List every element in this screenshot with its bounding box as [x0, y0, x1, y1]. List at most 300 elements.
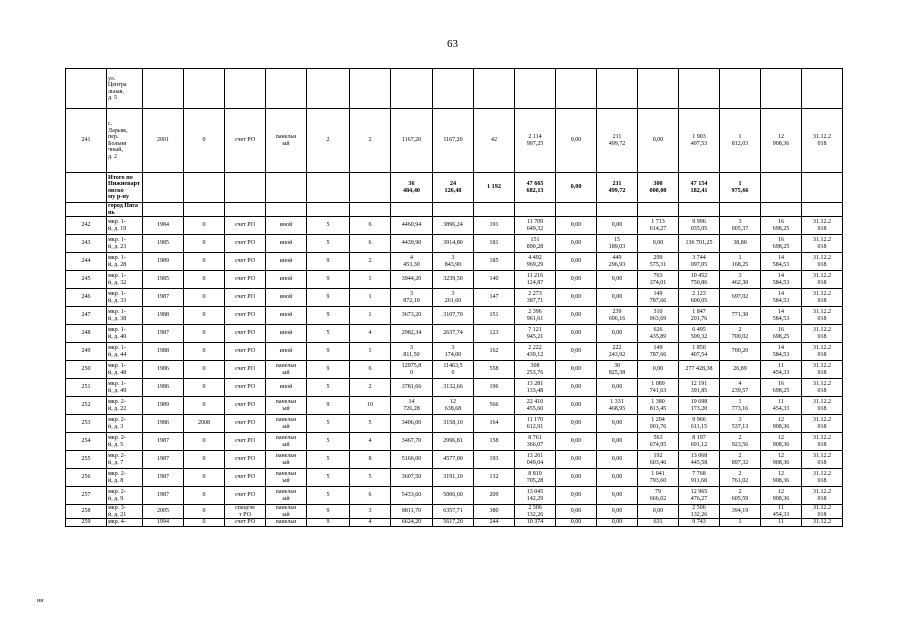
- table-row: [66, 469, 843, 487]
- table-cell: 0,00: [556, 397, 597, 415]
- table-row: [66, 415, 843, 433]
- table-cell: [184, 69, 225, 109]
- table-cell: 164: [474, 415, 515, 433]
- table-cell: 47 665 682,13: [515, 173, 556, 203]
- table-cell: 31.12.2 018: [802, 505, 843, 519]
- table-cell: 259: [66, 519, 107, 527]
- table-cell: 5: [307, 469, 350, 487]
- table-cell: 9 966 611,15: [679, 415, 720, 433]
- table-cell: [307, 69, 350, 109]
- table-cell: 0,00: [556, 487, 597, 505]
- table-cell: [556, 69, 597, 109]
- table-cell: 5: [307, 379, 350, 397]
- table-cell: 181: [474, 235, 515, 253]
- table-row: [66, 325, 843, 343]
- table-cell: 3 843,90: [433, 253, 474, 271]
- table-cell: 5: [307, 415, 350, 433]
- table-cell: [225, 69, 266, 109]
- table-cell: мкр. 1- й, д. 28: [107, 253, 143, 271]
- table-cell: [638, 69, 679, 109]
- table-cell: [679, 203, 720, 217]
- table-cell: мкр. 1- й, д. 23: [107, 235, 143, 253]
- table-cell: 4: [350, 325, 391, 343]
- table-cell: 0,00: [556, 109, 597, 173]
- table-cell: 1 903 497,53: [679, 109, 720, 173]
- table-cell: 2 506 132,26: [679, 505, 720, 519]
- table-cell: ул. Центра льная, д. 5: [107, 69, 143, 109]
- table-cell: 11 170 612,91: [515, 415, 556, 433]
- table-cell: мкр. 2- й, д. 22: [107, 397, 143, 415]
- table-cell: 12 908,36: [761, 469, 802, 487]
- table-cell: панельн ый: [266, 433, 307, 451]
- table-cell: 0,00: [597, 271, 638, 289]
- housing-table: [65, 68, 843, 527]
- table-row: [66, 487, 843, 505]
- table-cell: 10 374: [515, 519, 556, 527]
- table-cell: 763 374,01: [638, 271, 679, 289]
- table-row: [66, 271, 843, 289]
- table-cell: мкр. 1- й, д. 40: [107, 325, 143, 343]
- table-cell: счет РО: [225, 289, 266, 307]
- table-cell: 0,00: [556, 325, 597, 343]
- table-cell: иной: [266, 253, 307, 271]
- table-cell: 31.12.2 018: [802, 271, 843, 289]
- table-cell: 1987: [143, 469, 184, 487]
- table-cell: 0,00: [597, 433, 638, 451]
- table-cell: 255: [66, 451, 107, 469]
- table-cell: 5: [307, 235, 350, 253]
- table-cell: 0: [184, 217, 225, 235]
- table-cell: 9: [307, 307, 350, 325]
- table-cell: 1 041 793,60: [638, 469, 679, 487]
- table-cell: 0,00: [556, 433, 597, 451]
- table-cell: 771,30: [720, 307, 761, 325]
- table-cell: 2: [350, 379, 391, 397]
- table-cell: 5006,60: [433, 487, 474, 505]
- table-cell: 5: [350, 415, 391, 433]
- table-cell: 242: [66, 217, 107, 235]
- table-cell: 192 603,46: [638, 451, 679, 469]
- table-cell: 2 923,56: [720, 433, 761, 451]
- table-cell: панельн: [266, 519, 307, 527]
- table-cell: 1: [350, 343, 391, 361]
- total-row: [66, 173, 843, 203]
- table-cell: 1984: [143, 217, 184, 235]
- table-cell: 19 698 173,20: [679, 397, 720, 415]
- table-cell: 5617,20: [433, 519, 474, 527]
- table-cell: 31.12.2 018: [802, 469, 843, 487]
- table-cell: 2001: [143, 109, 184, 173]
- table-cell: 14 584,53: [761, 307, 802, 325]
- table-cell: 247: [66, 307, 107, 325]
- table-cell: 2 222 439,12: [515, 343, 556, 361]
- table-cell: 196: [474, 379, 515, 397]
- table-cell: 9: [307, 343, 350, 361]
- table-cell: 14 726,28: [391, 397, 433, 415]
- table-cell: 6357,71: [433, 505, 474, 519]
- table-cell: 2005: [143, 505, 184, 519]
- table-cell: [679, 69, 720, 109]
- table-cell: 6624,20: [391, 519, 433, 527]
- table-cell: 0,00: [556, 519, 597, 527]
- table-cell: 1 850 407,54: [679, 343, 720, 361]
- table-cell: 0: [184, 325, 225, 343]
- table-cell: [474, 69, 515, 109]
- table-cell: 3944,20: [391, 271, 433, 289]
- table-cell: счет РО: [225, 397, 266, 415]
- table-cell: 300 000,00: [638, 173, 679, 203]
- table-cell: панельн ый: [266, 451, 307, 469]
- table-cell: 0: [184, 289, 225, 307]
- table-cell: 0,00: [556, 271, 597, 289]
- table-cell: 394,19: [720, 505, 761, 519]
- table-cell: 2: [350, 109, 391, 173]
- table-cell: 253: [66, 415, 107, 433]
- table-cell: 449 296,93: [597, 253, 638, 271]
- table-cell: 249: [66, 343, 107, 361]
- table-cell: 0: [184, 519, 225, 527]
- table-cell: 2: [350, 253, 391, 271]
- table-cell: 1989: [143, 397, 184, 415]
- table-cell: 147: [474, 289, 515, 307]
- table-cell: 2 273 387,71: [515, 289, 556, 307]
- table-cell: 256: [66, 469, 107, 487]
- table-cell: 0: [184, 487, 225, 505]
- table-cell: 1167,20: [391, 109, 433, 173]
- table-cell: 563 674,95: [638, 433, 679, 451]
- table-cell: 2 123 600,05: [679, 289, 720, 307]
- table-cell: 15 189,03: [597, 235, 638, 253]
- table-cell: 0,00: [638, 505, 679, 519]
- table-cell: 8 197 691,12: [679, 433, 720, 451]
- table-cell: 0,00: [556, 173, 597, 203]
- table-cell: [225, 173, 266, 203]
- table-cell: 1986: [143, 415, 184, 433]
- table-cell: [350, 69, 391, 109]
- table-cell: 243: [66, 235, 107, 253]
- table-cell: 3673,20: [391, 307, 433, 325]
- table-cell: счет РО: [225, 109, 266, 173]
- table-cell: 0,00: [597, 289, 638, 307]
- table-cell: 0: [184, 253, 225, 271]
- table-cell: 5: [307, 433, 350, 451]
- table-cell: 1: [720, 519, 761, 527]
- table-cell: счет РО: [225, 325, 266, 343]
- table-cell: 3467,70: [391, 433, 433, 451]
- table-cell: 11: [761, 519, 802, 527]
- table-cell: 12975,8 0: [391, 361, 433, 379]
- table-cell: 8811,70: [391, 505, 433, 519]
- table-cell: [391, 203, 433, 217]
- table-cell: 3 872,10: [391, 289, 433, 307]
- table-cell: 9 743: [679, 519, 720, 527]
- table-cell: 9: [307, 505, 350, 519]
- table-cell: 31.12.2: [802, 519, 843, 527]
- table-cell: [66, 69, 107, 109]
- table-cell: 3107,70: [433, 307, 474, 325]
- table-cell: [515, 203, 556, 217]
- table-cell: 1987: [143, 289, 184, 307]
- table-cell: 11 216 124,87: [515, 271, 556, 289]
- table-cell: 12 908,36: [761, 109, 802, 173]
- table-cell: 0,00: [597, 469, 638, 487]
- table-cell: 132: [474, 469, 515, 487]
- table-cell: 3406,00: [391, 415, 433, 433]
- table-cell: 310 063,69: [638, 307, 679, 325]
- table-cell: панельн ый: [266, 487, 307, 505]
- table-cell: 0,00: [597, 379, 638, 397]
- table-cell: [143, 173, 184, 203]
- table-cell: 566: [474, 397, 515, 415]
- table-cell: 0,00: [638, 361, 679, 379]
- table-cell: 9: [307, 289, 350, 307]
- table-cell: [761, 69, 802, 109]
- table-cell: 3 005,37: [720, 217, 761, 235]
- table-cell: 1988: [143, 343, 184, 361]
- table-cell: 47 154 182,41: [679, 173, 720, 203]
- table-cell: 4 453,30: [391, 253, 433, 271]
- table-cell: 9: [307, 253, 350, 271]
- table-cell: 2 506 132,26: [515, 505, 556, 519]
- table-cell: 1 204 001,76: [638, 415, 679, 433]
- table-cell: 246: [66, 289, 107, 307]
- table-cell: 0,00: [597, 505, 638, 519]
- table-cell: [350, 173, 391, 203]
- page-number: 63: [447, 38, 458, 50]
- table-cell: 31.12.2 018: [802, 397, 843, 415]
- table-cell: 158: [474, 433, 515, 451]
- table-cell: [433, 69, 474, 109]
- table-cell: [720, 69, 761, 109]
- table-cell: 31.12.2 018: [802, 415, 843, 433]
- table-cell: [66, 173, 107, 203]
- table-cell: 0,00: [556, 217, 597, 235]
- table-cell: 0,00: [638, 235, 679, 253]
- table-cell: 7 121 945,21: [515, 325, 556, 343]
- table-cell: 0,00: [597, 325, 638, 343]
- table-cell: мкр. 2- й, д. 9: [107, 487, 143, 505]
- table-cell: город Нягань: [107, 203, 143, 217]
- table-cell: 211 499,72: [597, 173, 638, 203]
- table-cell: 6: [350, 487, 391, 505]
- table-cell: иной: [266, 379, 307, 397]
- table-cell: 38,80: [720, 235, 761, 253]
- table-cell: 1989: [143, 253, 184, 271]
- table-cell: [761, 173, 802, 203]
- table-cell: 3607,50: [391, 469, 433, 487]
- table-cell: [761, 203, 802, 217]
- table-cell: 1 773,16: [720, 397, 761, 415]
- table-cell: 0,00: [597, 217, 638, 235]
- table-cell: 24 126,48: [433, 173, 474, 203]
- table-cell: 0: [184, 109, 225, 173]
- table-cell: иной: [266, 289, 307, 307]
- table-cell: 13 068 445,58: [679, 451, 720, 469]
- table-cell: [556, 203, 597, 217]
- table-cell: 1 331 468,95: [597, 397, 638, 415]
- table-cell: 11 454,33: [761, 397, 802, 415]
- table-cell: 0,00: [556, 307, 597, 325]
- table-cell: 12 191 391,85: [679, 379, 720, 397]
- table-cell: 31.12.2 018: [802, 289, 843, 307]
- table-cell: 211 499,72: [597, 109, 638, 173]
- table-row: [66, 289, 843, 307]
- table-cell: 31.12.2 018: [802, 325, 843, 343]
- table-cell: 0,00: [597, 519, 638, 527]
- table-row: [66, 519, 843, 527]
- table-cell: 1: [350, 271, 391, 289]
- table-cell: 8 761 366,07: [515, 433, 556, 451]
- table-cell: 6: [350, 361, 391, 379]
- table-cell: [802, 69, 843, 109]
- footer-mark: нн: [37, 598, 44, 604]
- table-cell: счет РО: [225, 361, 266, 379]
- table-cell: 1 713 614,27: [638, 217, 679, 235]
- table-cell: 123: [474, 325, 515, 343]
- table-cell: счет РО: [225, 343, 266, 361]
- table-cell: 16 698,25: [761, 379, 802, 397]
- table-cell: 31.12.2 018: [802, 451, 843, 469]
- table-cell: счет РО: [225, 469, 266, 487]
- table-cell: 1985: [143, 235, 184, 253]
- table-cell: счет РО: [225, 415, 266, 433]
- table-cell: 5: [350, 469, 391, 487]
- table-cell: иной: [266, 343, 307, 361]
- table-cell: 3 537,13: [720, 415, 761, 433]
- table-cell: 0: [184, 361, 225, 379]
- table-cell: 5166,00: [391, 451, 433, 469]
- table-cell: 14 584,53: [761, 253, 802, 271]
- table-cell: 4460,94: [391, 217, 433, 235]
- table-cell: 11463,5 0: [433, 361, 474, 379]
- table-cell: 257: [66, 487, 107, 505]
- table-cell: счет РО: [225, 519, 266, 527]
- table-cell: иной: [266, 217, 307, 235]
- table-cell: 0,00: [556, 235, 597, 253]
- table-cell: панельн ый: [266, 505, 307, 519]
- table-cell: 9: [307, 361, 350, 379]
- table-cell: 250: [66, 361, 107, 379]
- table-cell: мкр. 1- й, д. 49: [107, 379, 143, 397]
- table-cell: 31.12.2 018: [802, 217, 843, 235]
- table-cell: 252: [66, 397, 107, 415]
- table-cell: 10: [350, 397, 391, 415]
- table-cell: 12 638,68: [433, 397, 474, 415]
- table-cell: 1 812,03: [720, 109, 761, 173]
- table-cell: [391, 69, 433, 109]
- table-cell: 5433,60: [391, 487, 433, 505]
- table-row: [66, 433, 843, 451]
- table-cell: 2: [307, 109, 350, 173]
- table-cell: [225, 203, 266, 217]
- table-cell: счет РО: [225, 307, 266, 325]
- table-cell: [184, 173, 225, 203]
- table-cell: 1: [350, 307, 391, 325]
- table-cell: 0: [184, 343, 225, 361]
- table-cell: 4577,00: [433, 451, 474, 469]
- table-cell: 251: [66, 379, 107, 397]
- table-cell: 26,89: [720, 361, 761, 379]
- table-cell: 3 462,30: [720, 271, 761, 289]
- table-cell: [433, 203, 474, 217]
- table-row: [66, 253, 843, 271]
- table-cell: 1 089 741,63: [638, 379, 679, 397]
- table-cell: 697,02: [720, 289, 761, 307]
- table-cell: спецсче т РО: [225, 505, 266, 519]
- table-cell: 8: [350, 451, 391, 469]
- table-cell: 11 709 649,32: [515, 217, 556, 235]
- table-cell: 1994: [143, 519, 184, 527]
- table-cell: 13 281 133,48: [515, 379, 556, 397]
- table-cell: [307, 203, 350, 217]
- table-cell: 16 698,25: [761, 217, 802, 235]
- table-cell: 31.12.2 018: [802, 433, 843, 451]
- table-cell: 31.12.2 018: [802, 487, 843, 505]
- table-cell: 5: [307, 217, 350, 235]
- table-cell: 42: [474, 109, 515, 173]
- table-row: [66, 505, 843, 519]
- table-cell: счет РО: [225, 271, 266, 289]
- table-cell: 2637,74: [433, 325, 474, 343]
- table-cell: [66, 203, 107, 217]
- table-cell: 4: [350, 433, 391, 451]
- table-row: [66, 307, 843, 325]
- table-cell: мкр. 1- й, д. 44: [107, 343, 143, 361]
- table-cell: 1986: [143, 379, 184, 397]
- table-cell: 7 768 911,68: [679, 469, 720, 487]
- table-cell: 1987: [143, 451, 184, 469]
- table-cell: 0: [184, 307, 225, 325]
- table-cell: 0,00: [638, 109, 679, 173]
- table-cell: [720, 203, 761, 217]
- table-row: [66, 379, 843, 397]
- table-cell: 14 584,53: [761, 271, 802, 289]
- table-cell: 6: [350, 235, 391, 253]
- table-cell: [350, 203, 391, 217]
- table-cell: [515, 69, 556, 109]
- table-cell: иной: [266, 307, 307, 325]
- table-cell: 254: [66, 433, 107, 451]
- table-cell: [802, 203, 843, 217]
- table-cell: 16 698,25: [761, 235, 802, 253]
- table-cell: [474, 203, 515, 217]
- table-cell: 31.12.2 018: [802, 109, 843, 173]
- table-cell: 13 261 049,04: [515, 451, 556, 469]
- table-cell: 1 975,66: [720, 173, 761, 203]
- table-row: [66, 109, 843, 173]
- table-cell: 0,00: [556, 253, 597, 271]
- table-cell: 151: [474, 307, 515, 325]
- table-cell: 0,00: [556, 505, 597, 519]
- table-cell: иной: [266, 271, 307, 289]
- table-cell: 30 825,38: [597, 361, 638, 379]
- table-cell: 626 435,89: [638, 325, 679, 343]
- table-cell: 2 605,59: [720, 487, 761, 505]
- table-cell: 2 761,02: [720, 469, 761, 487]
- table-cell: 0: [184, 469, 225, 487]
- table-cell: 2 700,02: [720, 325, 761, 343]
- table-cell: 2982,34: [391, 325, 433, 343]
- table-cell: 14 584,53: [761, 289, 802, 307]
- table-cell: 2008: [184, 415, 225, 433]
- table-cell: 10 452 750,86: [679, 271, 720, 289]
- table-cell: мкр. 2- й, д. 8: [107, 469, 143, 487]
- table-cell: 12 908,36: [761, 415, 802, 433]
- table-cell: 241: [66, 109, 107, 173]
- table-cell: 9 996 035,05: [679, 217, 720, 235]
- table-cell: 193: [474, 451, 515, 469]
- city-header-row: [66, 203, 843, 217]
